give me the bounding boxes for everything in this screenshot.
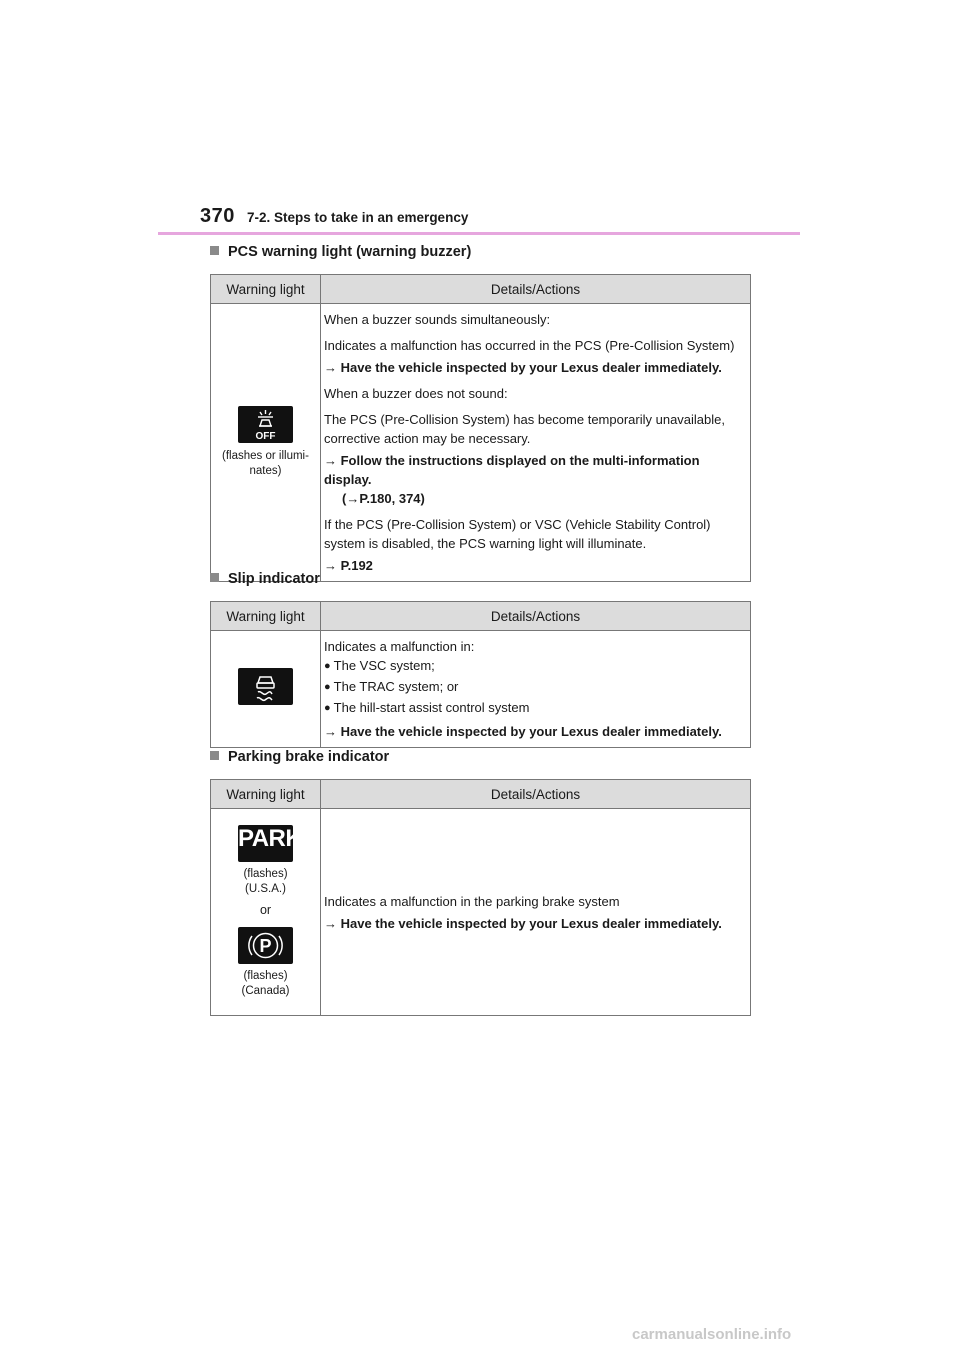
list-item: ● The hill-start assist control system [324, 698, 747, 719]
pcs-line-6: corrective action may be necessary. [324, 431, 531, 446]
parking-icon-cell [211, 809, 321, 1016]
pcs-heading [210, 244, 471, 260]
col-warning-light: Warning light [211, 602, 321, 631]
table-header-row [211, 275, 751, 304]
p-icon-label: P [259, 936, 272, 956]
square-bullet-icon [210, 751, 219, 760]
slip-line-1: Indicates a malfunction in: [324, 639, 475, 654]
parking-heading-text: Parking brake indicator [228, 749, 390, 765]
chapter-title: 7-2. Steps to take in an emergency [247, 210, 469, 225]
table-row [211, 631, 751, 748]
header-divider [158, 232, 800, 235]
pcs-icon-caption-2: nates) [249, 465, 282, 477]
p-icon-caption-1: (flashes) [243, 970, 288, 982]
pcs-action-2: → Follow the instructions displayed on the multi-information display. [324, 453, 700, 487]
slip-details-cell [321, 631, 751, 748]
table-row [211, 304, 751, 582]
parking-brake-p-icon [238, 927, 293, 964]
col-warning-light: Warning light [211, 275, 321, 304]
pcs-heading-text: PCS warning light (warning buzzer) [228, 244, 472, 260]
pcs-action-3: → P.192 [324, 558, 373, 573]
list-item: ● The TRAC system; or [324, 677, 747, 698]
table-header-row [211, 602, 751, 631]
slip-indicator-icon [238, 668, 293, 705]
park-icon-caption-2: (U.S.A.) [245, 883, 286, 895]
slip-action: → Have the vehicle inspected by your Lexus dealer immediately. [324, 724, 722, 739]
pcs-action-1: → Have the vehicle inspected by your Lexus dealer immediately. [324, 360, 722, 375]
pcs-line-9: If the PCS (Pre-Collision System) or VSC (Vehicle Stability Control) [324, 517, 711, 532]
parking-line-1: Indicates a malfunction in the parking brake system [324, 893, 620, 909]
park-indicator-icon [238, 825, 303, 862]
col-details-actions: Details/Actions [321, 275, 751, 304]
slip-table [210, 601, 751, 748]
col-details-actions: Details/Actions [321, 602, 751, 631]
pcs-table [210, 274, 751, 582]
pcs-line-4: When a buzzer does not sound: [324, 386, 508, 401]
list-item: ● The VSC system; [324, 656, 747, 677]
slip-icon-cell [211, 631, 321, 748]
table-row [211, 809, 751, 1016]
pcs-line-5: The PCS (Pre-Collision System) has become temporarily unavailable, [324, 412, 725, 427]
park-icon-label: PARK [238, 825, 303, 852]
p-icon-caption-2: (Canada) [241, 985, 290, 997]
pcs-details-cell [321, 304, 751, 582]
slip-heading [210, 571, 320, 587]
square-bullet-icon [210, 246, 219, 255]
pcs-line-10: system is disabled, the PCS warning light will illuminate. [324, 536, 647, 551]
table-header-row [211, 780, 751, 809]
pcs-icon-label: OFF [255, 431, 276, 442]
col-details-actions: Details/Actions [321, 780, 751, 809]
pcs-icon-cell [211, 304, 321, 582]
pcs-line-2: Indicates a malfunction has occurred in the PCS (Pre-Collision System) [324, 338, 735, 353]
pcs-page-reference: (→P.180, 374) [342, 491, 425, 506]
parking-table [210, 779, 751, 1016]
parking-heading [210, 749, 389, 765]
col-warning-light: Warning light [211, 780, 321, 809]
parking-action: → Have the vehicle inspected by your Lexus dealer immediately. [324, 915, 722, 931]
pcs-line-1: When a buzzer sounds simultaneously: [324, 312, 551, 327]
pcs-icon-caption-1: (flashes or illumi- [222, 450, 309, 462]
square-bullet-icon [210, 573, 219, 582]
page-number: 370 [200, 205, 235, 227]
slip-heading-text: Slip indicator [228, 571, 320, 587]
or-text: or [259, 903, 272, 917]
pcs-off-warning-icon [238, 406, 293, 443]
parking-details-cell [321, 809, 751, 1016]
watermark: carmanualsonline.info [632, 1326, 792, 1343]
park-icon-caption-1: (flashes) [243, 868, 288, 880]
